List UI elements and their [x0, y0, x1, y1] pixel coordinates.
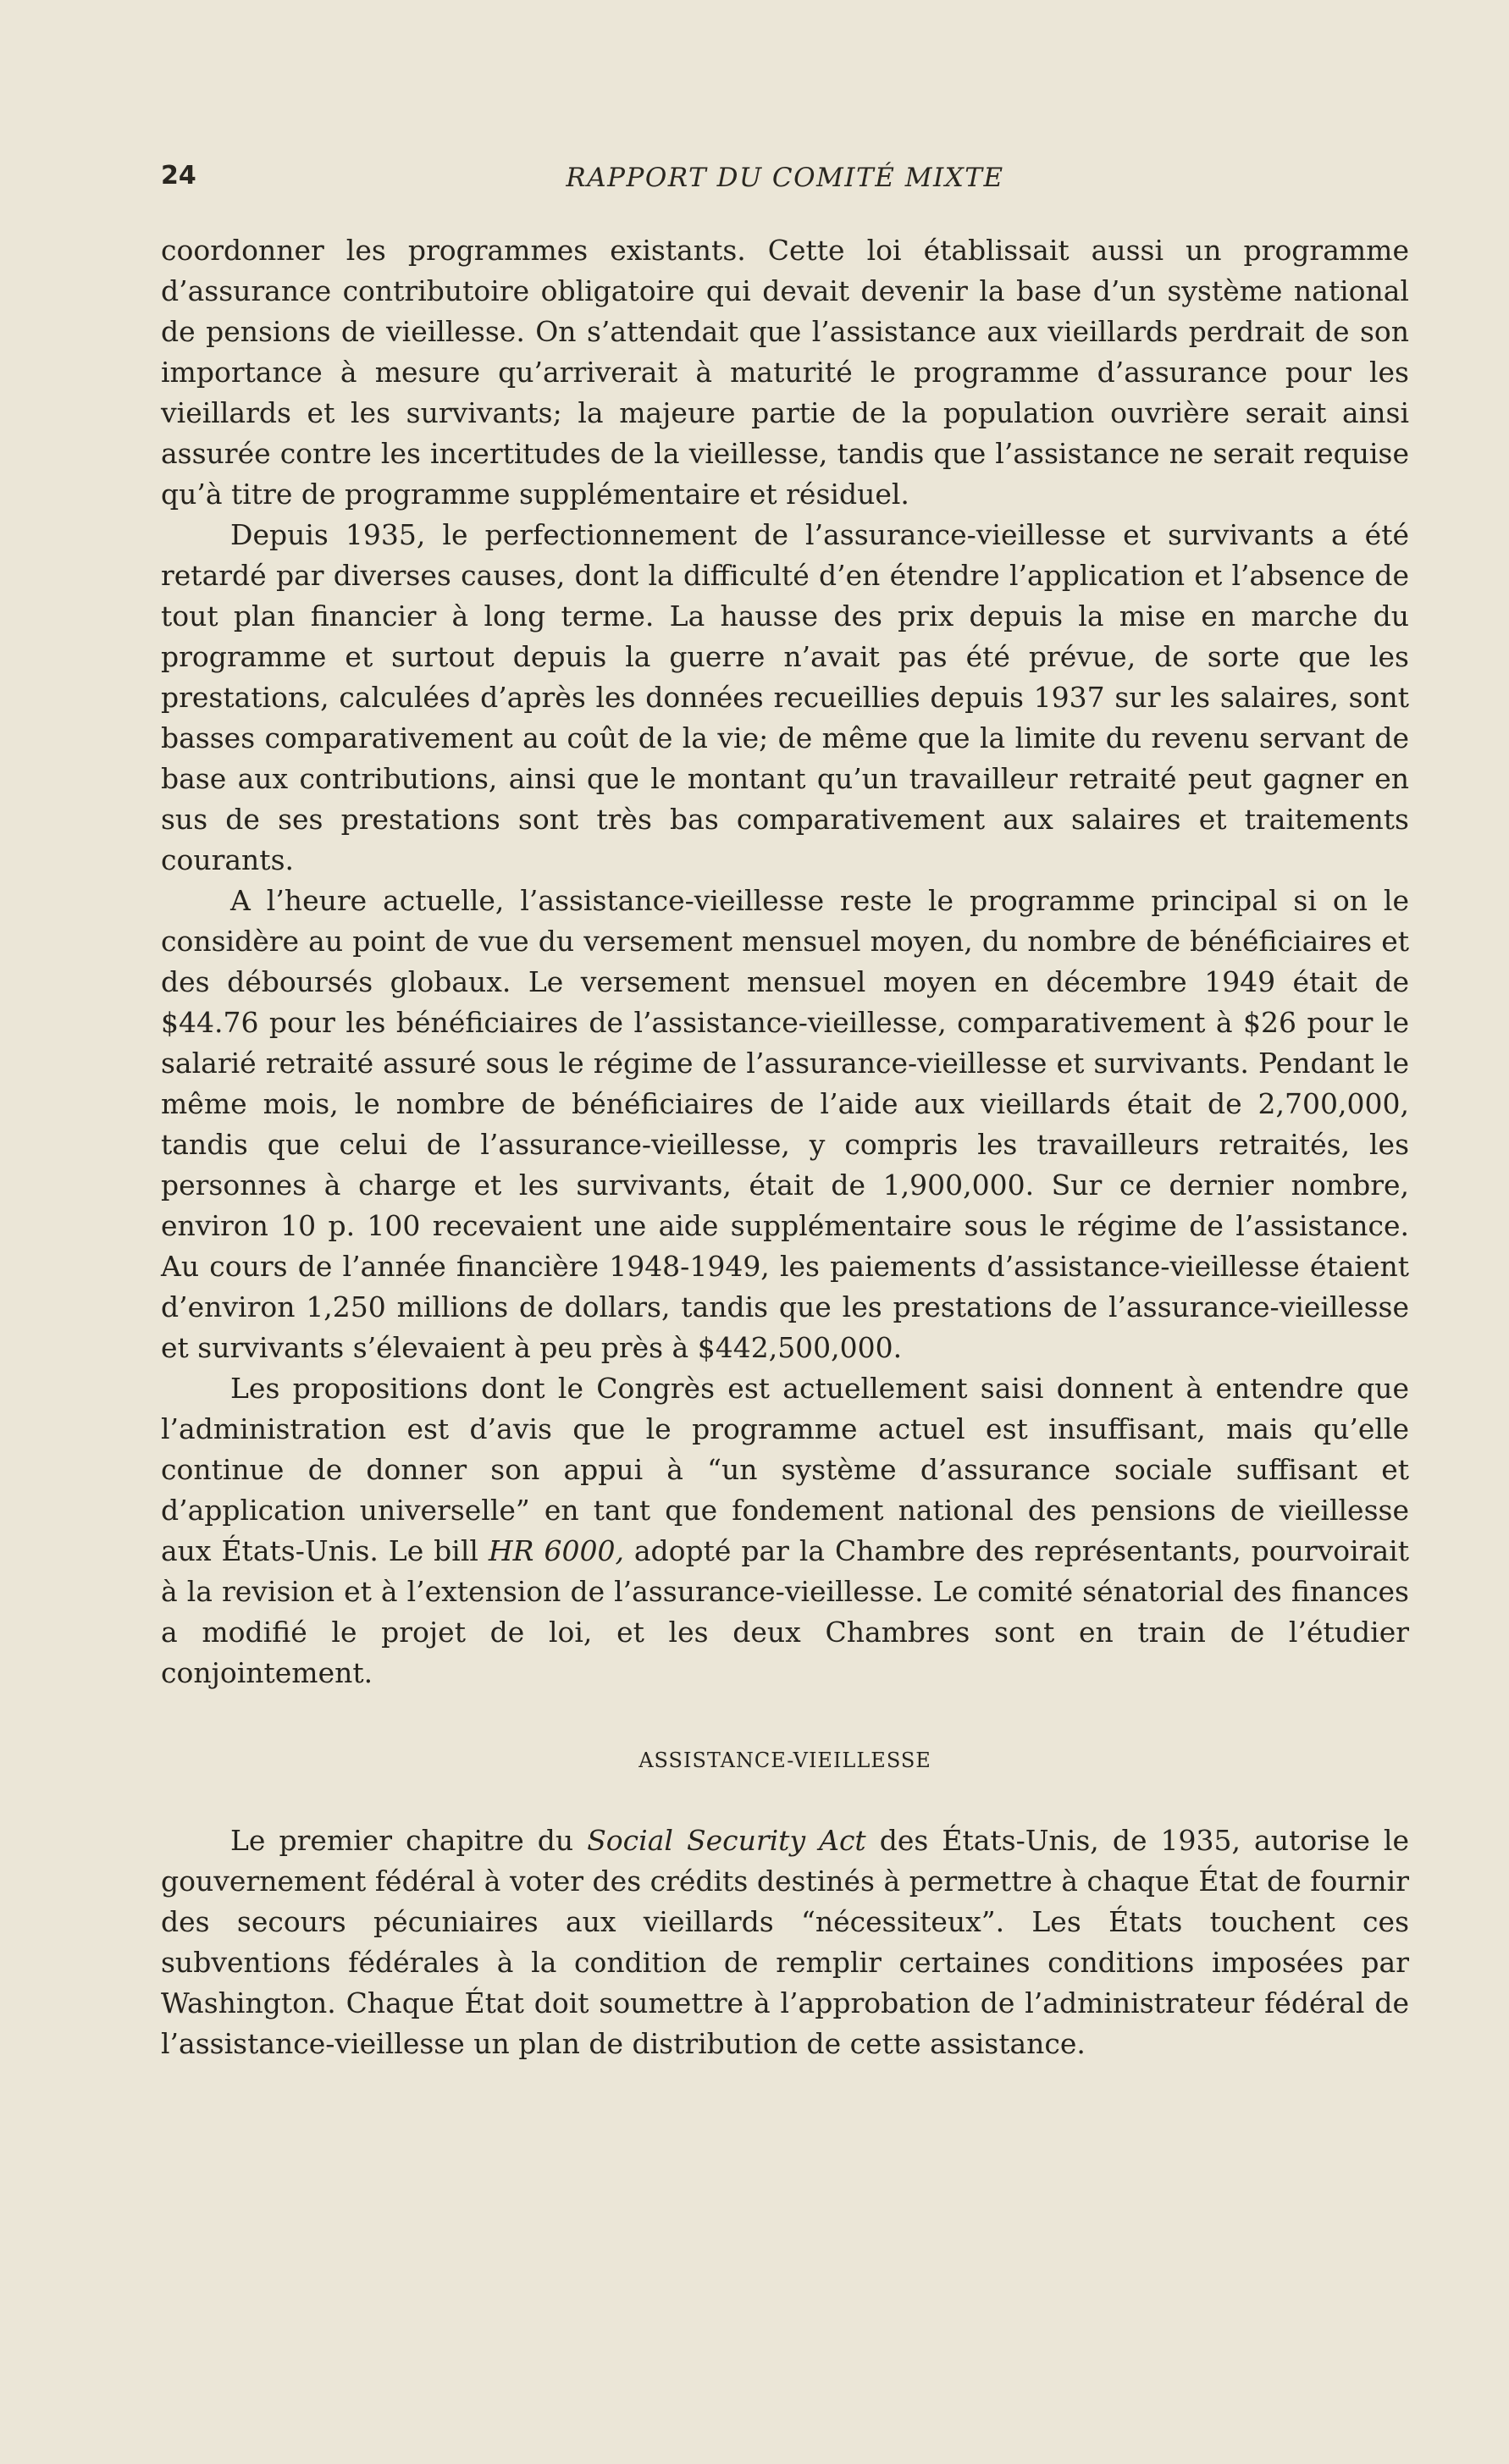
- page-number: 24: [161, 161, 196, 191]
- paragraph-congress-text-1: Les propositions dont le Congrès est actuellement saisi donnent à entendre que l’administration est d’avis que le programme actuel est insuffisant, mais qu’elle continue de donner son appui à “un système d’assurance sociale suffisant et d’application universelle” en tant que fondement national des pensions de vieillesse aux États-Unis. Le bill: [161, 1372, 1409, 1567]
- page-body: [161, 230, 1409, 2064]
- paragraph-first-chapter: [161, 1820, 1409, 2064]
- page-header: [161, 161, 1409, 203]
- paragraph-congress-proposals: [161, 1368, 1409, 1693]
- paragraph-current-situation: A l’heure actuelle, l’assistance-vieillesse reste le programme principal si on le considère au point de vue du versement mensuel moyen, du nombre de bénéficiaires et des déboursés globaux. Le versement mensuel moyen en décembre 1949 était de $44.76 pour les bénéficiaires de l’assistance-vieillesse, comparativement à $26 pour le salarié retraité assuré sous le régime de l’assurance-vieillesse et survivants. Pendant le même mois, le nombre de bénéficiaires de l’aide aux vieillards était de 2,700,000, tandis que celui de l’assurance-vieillesse, y compris les travailleurs retraités, les personnes à charge et les survivants, était de 1,900,000. Sur ce dernier nombre, environ 10 p. 100 recevaient une aide supplémentaire sous le régime de l’assistance. Au cours de l’année financière 1948-1949, les paiements d’assistance-vieillesse étaient d’environ 1,250 millions de dollars, tandis que les prestations de l’assurance-vieillesse et survivants s’élevaient à peu près à $442,500,000.: [161, 884, 1409, 1364]
- act-title: Social Security Act: [587, 1824, 866, 1857]
- section-heading: ASSISTANCE-VIEILLESSE: [638, 1749, 931, 1772]
- paragraph-first-chapter-text-2: des États-Unis, de 1935, autorise le gouvernement fédéral à voter des crédits destinés à permettre à chaque État de fournir des secours pécuniaires aux vieillards “nécessiteux”. Les États touchent ces subventions fédérales à la condition de remplir certaines conditions imposées par Washington. Chaque État doit soumettre à l’approbation de l’administrateur fédéral de l’assistance-vieillesse un plan de distribution de cette assistance.: [161, 1824, 1409, 2060]
- running-title: RAPPORT DU COMITÉ MIXTE: [566, 163, 1004, 193]
- paragraph-first-chapter-text-1: Le premier chapitre du: [230, 1824, 588, 1857]
- bill-reference: HR 6000,: [488, 1534, 624, 1567]
- paragraph-continuation: coordonner les programmes existants. Cette loi établissait aussi un programme d’assurance contributoire obligatoire qui devait devenir la base d’un système national de pensions de vieillesse. On s’attendait que l’assistance aux vieillards perdrait de son importance à mesure qu’arriverait à maturité le programme d’assurance pour les vieillards et les survivants; la majeure partie de la population ouvrière serait ainsi assurée contre les incertitudes de la vieillesse, tandis que l’assistance ne serait requise qu’à titre de programme supplémentaire et résiduel.: [161, 234, 1409, 511]
- paragraph-since-1935: Depuis 1935, le perfectionnement de l’assurance-vieillesse et survivants a été retardé par diverses causes, dont la difficulté d’en étendre l’application et l’absence de tout plan financier à long terme. La hausse des prix depuis la mise en marche du programme et surtout depuis la guerre n’avait pas été prévue, de sorte que les prestations, calculées d’après les données recueillies depuis 1937 sur les salaires, sont basses comparativement au coût de la vie; de même que la limite du revenu servant de base aux contributions, ainsi que le montant qu’un travailleur retraité peut gagner en sus de ses prestations sont très bas comparativement aux salaires et traitements courants.: [161, 518, 1409, 876]
- paragraph-congress-text-2: adopté par la Chambre des représentants, pourvoirait à la revision et à l’extension de l’assurance-vieillesse. Le comité sénatorial des finances a modifié le projet de loi, et les deux Chambres sont en train de l’étudier conjointement.: [161, 1534, 1409, 1689]
